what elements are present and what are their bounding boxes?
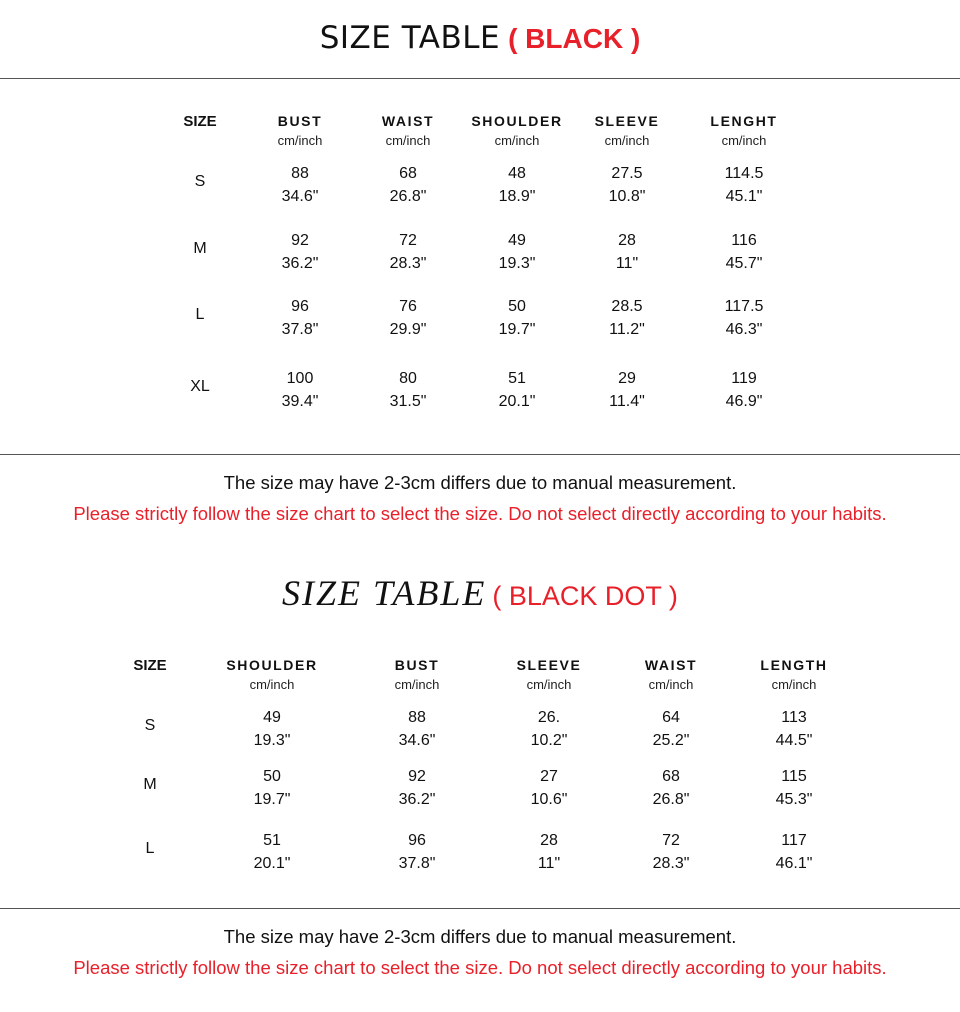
cell-cm: 27: [540, 768, 558, 785]
cell-cm: 51: [263, 832, 281, 849]
cell-cm: 28.5: [611, 298, 643, 315]
cell-inch: 10.2": [530, 732, 568, 749]
divider-table2-bottom: [0, 908, 960, 909]
column-unit: cm/inch: [494, 133, 540, 148]
cell-cm: 68: [399, 165, 417, 182]
cell-cm: 76: [399, 298, 417, 315]
cell-cm: 26.: [537, 709, 561, 726]
table2-warning-note: Please strictly follow the size chart to select the size. Do not select directly according to your habits.: [73, 957, 887, 978]
cell-cm: 80: [399, 370, 417, 387]
table2-title: [0, 572, 960, 614]
column-unit: cm/inch: [526, 677, 572, 692]
divider-top: [0, 78, 960, 79]
column-label: BUST: [277, 113, 323, 129]
column-header: [357, 656, 477, 694]
cell-inch: 19.7": [253, 791, 291, 808]
table1-warning-note: Please strictly follow the size chart to select the size. Do not select directly according to your habits.: [73, 503, 887, 524]
cell-cm: 48: [508, 165, 526, 182]
column-header: [348, 112, 468, 150]
cell-cm: 88: [408, 709, 426, 726]
cell-inch: 10.8": [608, 188, 646, 205]
cell-inch: 45.7": [725, 255, 763, 272]
column-label: SHOULDER: [226, 657, 318, 673]
cell-cm: 117: [781, 832, 807, 849]
cell-cm: 88: [291, 165, 309, 182]
cell-inch: 19.7": [498, 321, 536, 338]
cell-cm: 113: [781, 709, 807, 726]
cell-cm: 50: [263, 768, 281, 785]
cell-inch: 28.3": [652, 855, 690, 872]
column-header: [567, 112, 687, 150]
column-unit: cm/inch: [721, 133, 767, 148]
table1-title-main: SIZE TABLE: [319, 20, 501, 56]
cell-cm: 115: [781, 768, 807, 785]
cell-inch: 46.1": [775, 855, 813, 872]
cell-inch: 46.3": [725, 321, 763, 338]
cell-inch: 19.3": [498, 255, 536, 272]
cell-inch: 26.8": [389, 188, 427, 205]
column-header: [611, 656, 731, 694]
cell-cm: 68: [662, 768, 680, 785]
size-label: M: [193, 240, 207, 257]
size-column-header: SIZE: [183, 113, 217, 130]
table1-measurement-note: The size may have 2-3cm differs due to manual measurement.: [223, 472, 737, 493]
size-label: XL: [190, 378, 210, 395]
size-label: L: [195, 306, 205, 323]
column-unit: cm/inch: [394, 677, 440, 692]
cell-inch: 11.2": [609, 321, 645, 338]
cell-cm: 114.5: [724, 165, 764, 182]
cell-inch: 34.6": [281, 188, 319, 205]
cell-inch: 20.1": [253, 855, 291, 872]
column-header: [240, 112, 360, 150]
cell-cm: 100: [286, 370, 314, 387]
table2-measurement-note: The size may have 2-3cm differs due to manual measurement.: [223, 926, 737, 947]
column-unit: cm/inch: [648, 677, 694, 692]
cell-cm: 96: [408, 832, 426, 849]
cell-inch: 28.3": [389, 255, 427, 272]
column-unit: cm/inch: [249, 677, 295, 692]
cell-cm: 117.5: [724, 298, 764, 315]
cell-cm: 28: [540, 832, 558, 849]
column-unit: cm/inch: [385, 133, 431, 148]
cell-inch: 11": [615, 255, 639, 272]
cell-cm: 72: [662, 832, 680, 849]
cell-cm: 72: [399, 232, 417, 249]
column-header: [212, 656, 332, 694]
size-label: S: [144, 717, 156, 734]
cell-inch: 11": [537, 855, 561, 872]
column-unit: cm/inch: [604, 133, 650, 148]
cell-inch: 36.2": [398, 791, 436, 808]
column-label: BUST: [394, 657, 440, 673]
cell-inch: 37.8": [398, 855, 436, 872]
column-label: WAIST: [381, 113, 435, 129]
cell-inch: 34.6": [398, 732, 436, 749]
cell-inch: 19.3": [253, 732, 291, 749]
cell-cm: 119: [731, 370, 757, 387]
divider-table1-bottom: [0, 454, 960, 455]
column-header: [457, 112, 577, 150]
cell-cm: 49: [263, 709, 281, 726]
cell-inch: 26.8": [652, 791, 690, 808]
table1-title: [0, 20, 960, 56]
cell-inch: 18.9": [498, 188, 536, 205]
size-label: S: [194, 173, 206, 190]
cell-inch: 31.5": [389, 393, 427, 410]
size-label: L: [145, 840, 155, 857]
cell-inch: 37.8": [281, 321, 319, 338]
cell-cm: 50: [508, 298, 526, 315]
cell-cm: 28: [618, 232, 636, 249]
column-unit: cm/inch: [277, 133, 323, 148]
table2-title-main: SIZE TABLE: [282, 573, 487, 613]
cell-cm: 116: [731, 232, 757, 249]
cell-inch: 45.3": [775, 791, 813, 808]
column-label: SLEEVE: [516, 657, 582, 673]
cell-cm: 29: [618, 370, 636, 387]
column-label: WAIST: [644, 657, 698, 673]
cell-inch: 39.4": [281, 393, 319, 410]
cell-inch: 10.6": [530, 791, 568, 808]
cell-inch: 20.1": [498, 393, 536, 410]
table1-title-accent: ( BLACK ): [508, 23, 641, 54]
cell-inch: 29.9": [389, 321, 427, 338]
cell-inch: 11.4": [609, 393, 645, 410]
column-label: SHOULDER: [471, 113, 563, 129]
size-column-header: SIZE: [133, 657, 167, 674]
cell-inch: 25.2": [652, 732, 690, 749]
table2-title-accent: ( BLACK DOT ): [492, 581, 678, 611]
column-header: [734, 656, 854, 694]
column-unit: cm/inch: [771, 677, 817, 692]
cell-cm: 27.5: [611, 165, 643, 182]
cell-cm: 92: [408, 768, 426, 785]
column-header: [489, 656, 609, 694]
cell-cm: 51: [508, 370, 526, 387]
cell-cm: 49: [508, 232, 526, 249]
size-label: M: [143, 776, 157, 793]
cell-inch: 36.2": [281, 255, 319, 272]
column-label: LENGTH: [760, 657, 828, 673]
column-header: [684, 112, 804, 150]
cell-cm: 64: [662, 709, 680, 726]
cell-inch: 45.1": [725, 188, 763, 205]
column-label: SLEEVE: [594, 113, 660, 129]
cell-inch: 44.5": [775, 732, 813, 749]
column-label: LENGHT: [710, 113, 778, 129]
cell-cm: 92: [291, 232, 309, 249]
cell-inch: 46.9": [725, 393, 763, 410]
cell-cm: 96: [291, 298, 309, 315]
